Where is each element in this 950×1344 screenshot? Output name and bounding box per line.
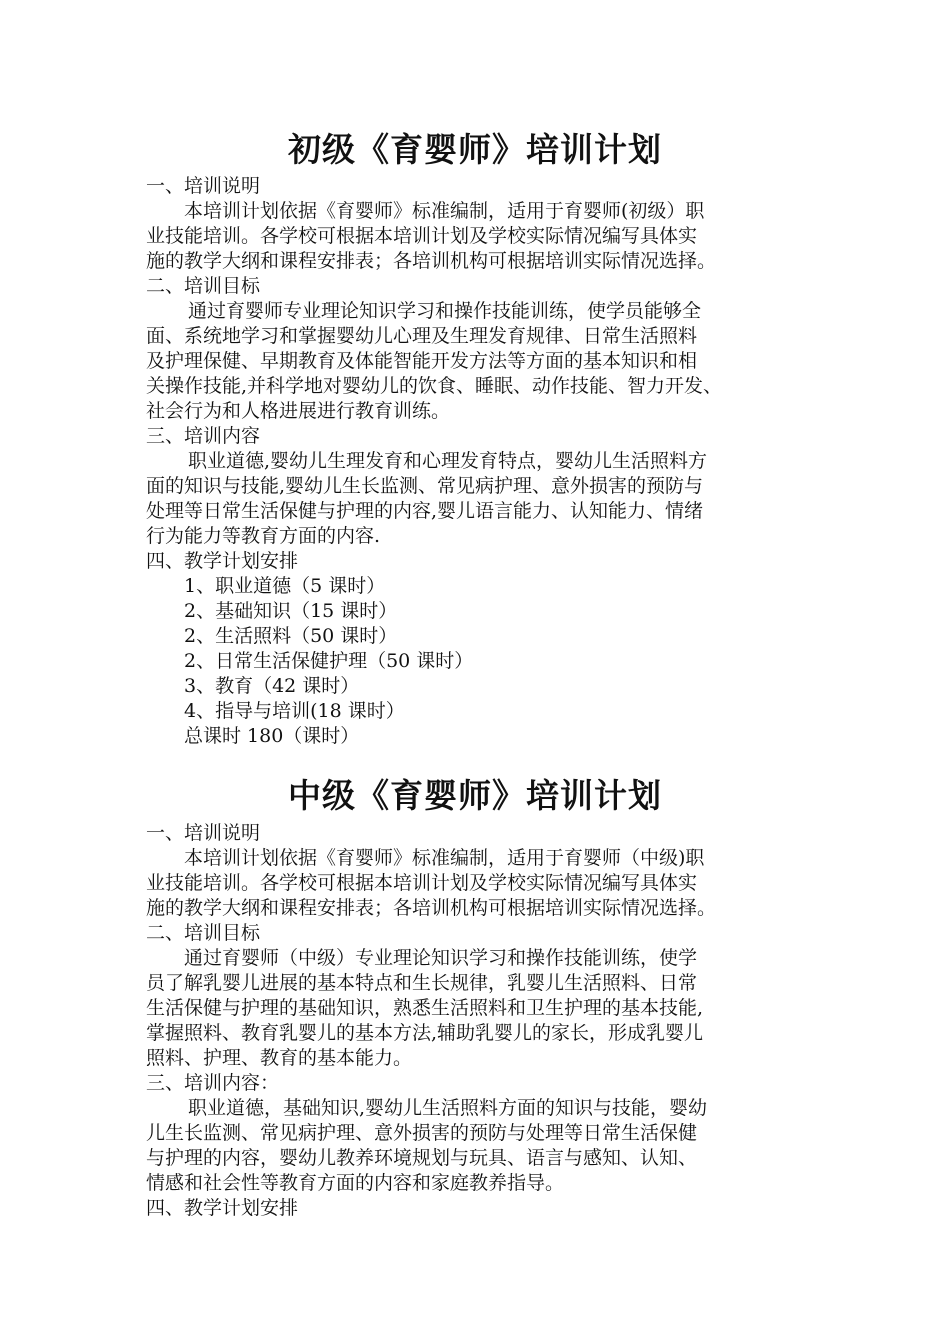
paragraph-line: 儿生长监测、常见病护理、意外损害的预防与处理等日常生活保健 <box>146 1122 698 1144</box>
list-item: 4、指导与培训(18 课时） <box>184 700 405 722</box>
paragraph-line: 本培训计划依据《育婴师》标准编制，适用于育婴师（中级)职 <box>184 847 705 869</box>
list-item: 1、职业道德（5 课时） <box>184 575 386 597</box>
paragraph-line: 职业道德,婴幼儿生理发育和心理发育特点，婴幼儿生活照料方 <box>188 450 708 472</box>
paragraph-line: 社会行为和人格进展进行教育训练。 <box>146 400 451 422</box>
section-title-intermediate: 中级《育婴师》培训计划 <box>288 776 662 815</box>
paragraph-line: 行为能力等教育方面的内容. <box>146 525 381 547</box>
paragraph-line: 处理等日常生活保健与护理的内容,婴儿语言能力、认知能力、情绪 <box>146 500 704 522</box>
list-item: 2、生活照料（50 课时） <box>184 625 398 647</box>
heading-training-goal: 二、培训目标 <box>146 275 261 297</box>
paragraph-line: 面、系统地学习和掌握婴幼儿心理及生理发育规律、日常生活照料 <box>146 325 698 347</box>
paragraph-line: 通过育婴师（中级）专业理论知识学习和操作技能训练，使学 <box>184 947 698 969</box>
paragraph-line: 本培训计划依据《育婴师》标准编制，适用于育婴师(初级）职 <box>184 200 705 222</box>
paragraph-line: 掌握照料、教育乳婴儿的基本方法,辅助乳婴儿的家长，形成乳婴儿 <box>146 1022 704 1044</box>
paragraph-line: 关操作技能,并科学地对婴幼儿的饮食、睡眠、动作技能、智力开发、 <box>146 375 723 397</box>
heading-training-content: 三、培训内容 <box>146 425 261 447</box>
paragraph-line: 面的知识与技能,婴幼儿生长监测、常见病护理、意外损害的预防与 <box>146 475 704 497</box>
heading-training-content: 三、培训内容： <box>146 1072 280 1094</box>
heading-training-description: 一、培训说明 <box>146 175 261 197</box>
paragraph-line: 通过育婴师专业理论知识学习和操作技能训练，使学员能够全 <box>188 300 702 322</box>
section-title-junior: 初级《育婴师》培训计划 <box>288 130 662 169</box>
total-hours: 总课时 180（课时） <box>184 725 360 747</box>
list-item: 2、日常生活保健护理（50 课时） <box>184 650 474 672</box>
paragraph-line: 生活保健与护理的基础知识，熟悉生活照料和卫生护理的基本技能, <box>146 997 704 1019</box>
paragraph-line: 情感和社会性等教育方面的内容和家庭教养指导。 <box>146 1172 565 1194</box>
paragraph-line: 及护理保健、早期教育及体能智能开发方法等方面的基本知识和相 <box>146 350 698 372</box>
paragraph-line: 员了解乳婴儿进展的基本特点和生长规律，乳婴儿生活照料、日常 <box>146 972 698 994</box>
paragraph-line: 业技能培训。各学校可根据本培训计划及学校实际情况编写具体实 <box>146 872 698 894</box>
list-item: 3、教育（42 课时） <box>184 675 360 697</box>
paragraph-line: 与护理的内容，婴幼儿教养环境规划与玩具、语言与感知、认知、 <box>146 1147 698 1169</box>
paragraph-line: 业技能培训。各学校可根据本培训计划及学校实际情况编写具体实 <box>146 225 698 247</box>
heading-training-goal: 二、培训目标 <box>146 922 261 944</box>
paragraph-line: 职业道德，基础知识,婴幼儿生活照料方面的知识与技能，婴幼 <box>188 1097 708 1119</box>
heading-teaching-plan: 四、教学计划安排 <box>146 1197 299 1219</box>
heading-training-description: 一、培训说明 <box>146 822 261 844</box>
paragraph-line: 照料、护理、教育的基本能力。 <box>146 1047 413 1069</box>
paragraph-line: 施的教学大纲和课程安排表；各培训机构可根据培训实际情况选择。 <box>146 250 717 272</box>
paragraph-line: 施的教学大纲和课程安排表；各培训机构可根据培训实际情况选择。 <box>146 897 717 919</box>
heading-teaching-plan: 四、教学计划安排 <box>146 550 299 572</box>
list-item: 2、基础知识（15 课时） <box>184 600 398 622</box>
